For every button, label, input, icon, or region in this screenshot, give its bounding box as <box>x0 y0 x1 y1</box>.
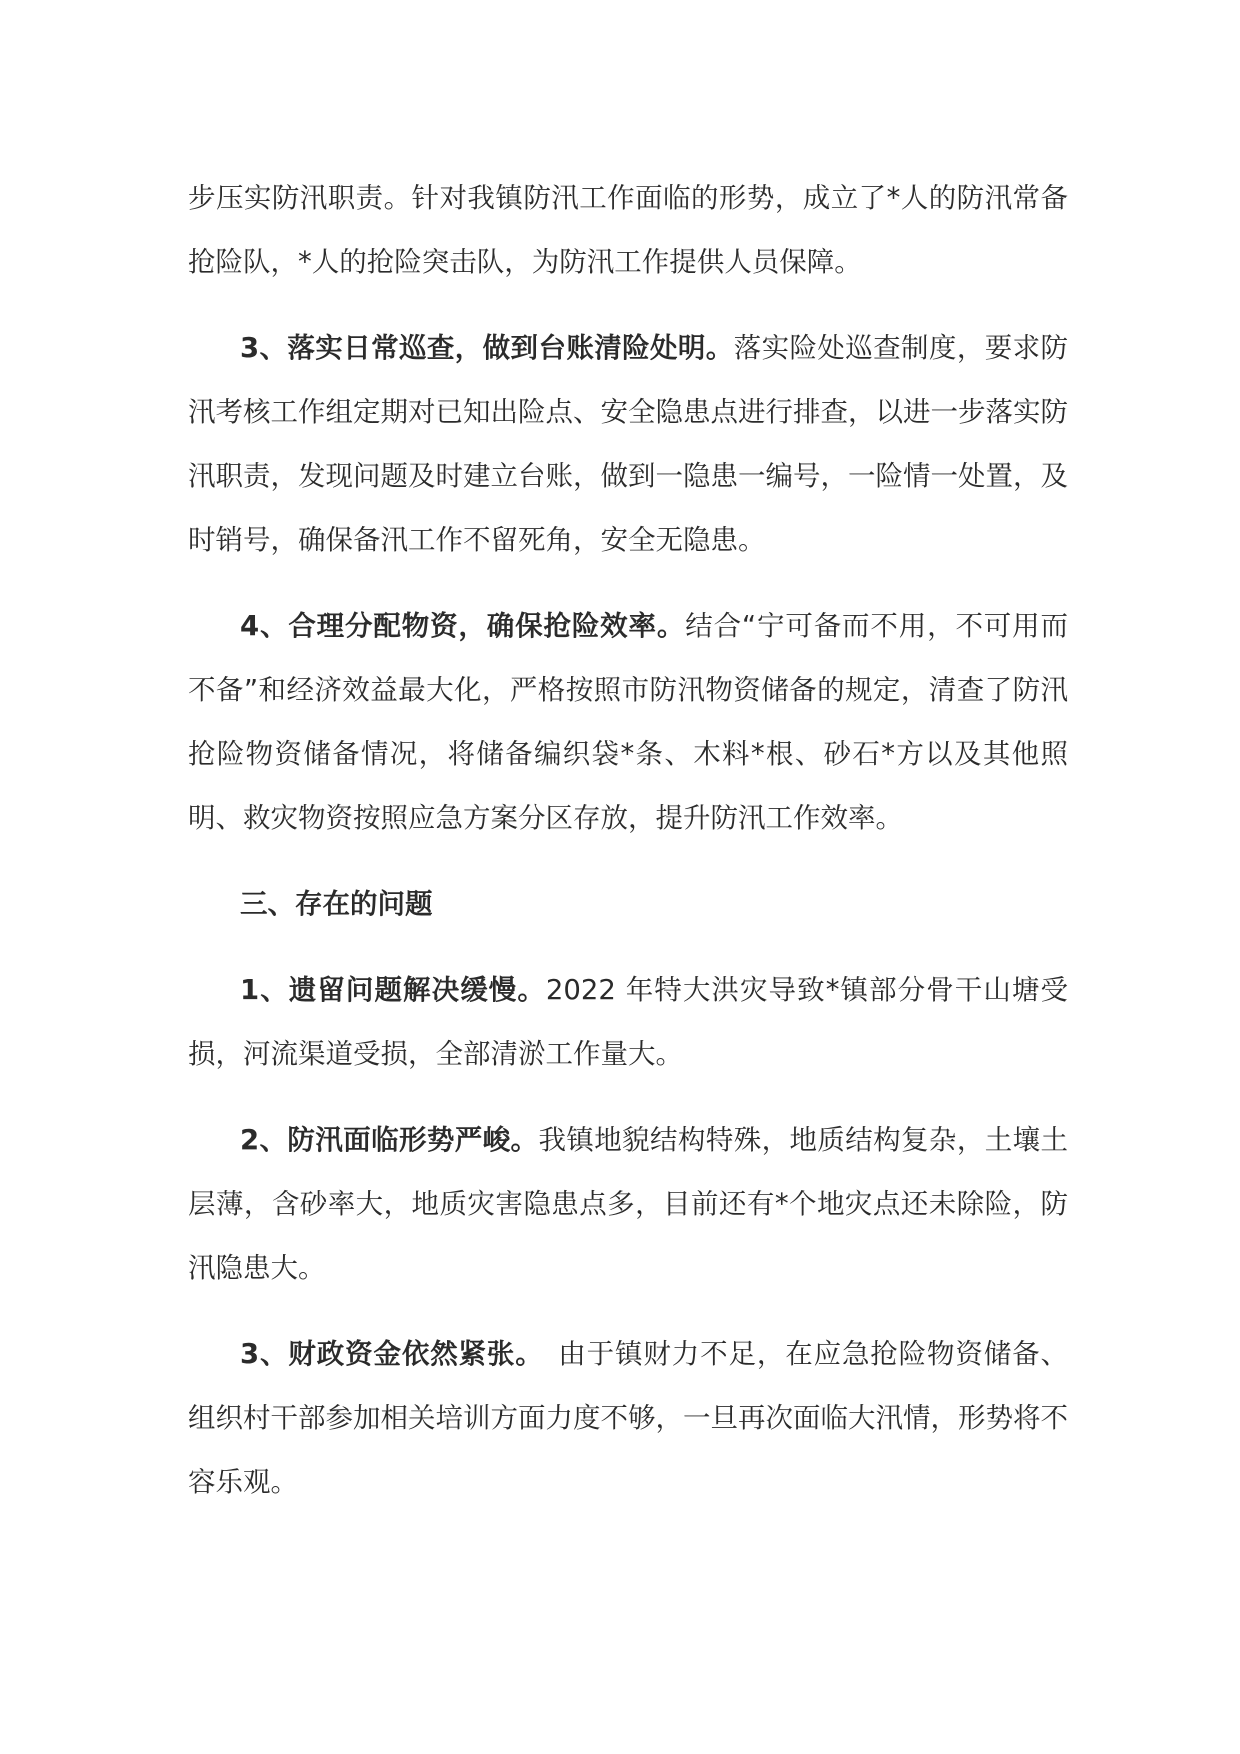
section-heading-text: 三、存在的问题 <box>240 888 433 920</box>
paragraph-lead: 3、财政资金依然紧张。 <box>240 1338 530 1370</box>
paragraph-lead: 3、落实日常巡查，做到台账清险处明。 <box>240 332 734 364</box>
problem-item-3 <box>188 1322 1068 1514</box>
paragraph-item-4 <box>188 594 1068 850</box>
paragraph-continuation <box>188 166 1068 294</box>
document-page <box>188 166 1068 1536</box>
paragraph-lead: 4、合理分配物资，确保抢险效率。 <box>240 610 686 642</box>
paragraph-item-3 <box>188 316 1068 572</box>
paragraph-lead: 2、防汛面临形势严峻。 <box>240 1124 539 1156</box>
paragraph-text: 步压实防汛职责。针对我镇防汛工作面临的形势，成立了*人的防汛常备抢险队，*人的抢险突击队，为防汛工作提供人员保障。 <box>188 182 1068 278</box>
paragraph-text: 由于镇财力不足，在应急抢险物资储备、组织村干部参加相关培训方面力度不够，一旦再次面临大汛情，形势将不容乐观。 <box>188 1338 1069 1498</box>
section-heading <box>188 872 1068 936</box>
paragraph-text: 落实险处巡查制度，要求防汛考核工作组定期对已知出险点、安全隐患点进行排查，以进一步落实防汛职责，发现问题及时建立台账，做到一隐患一编号，一险情一处置，及时销号，确保备汛工作不留死角，安全无隐患。 <box>188 332 1068 556</box>
paragraph-text: 结合“宁可备而不用，不可用而不备”和经济效益最大化，严格按照市防汛物资储备的规定，清查了防汛抢险物资储备情况，将储备编织袋*条、木料*根、砂石*方以及其他照明、救灾物资按照应急方案分区存放，提升防汛工作效率。 <box>188 610 1068 834</box>
problem-item-2 <box>188 1108 1068 1300</box>
paragraph-text: 2022 年特大洪灾导致*镇部分骨干山塘受损，河流渠道受损，全部清淤工作量大。 <box>188 974 1068 1070</box>
paragraph-text: 我镇地貌结构特殊，地质结构复杂，土壤土层薄，含砂率大，地质灾害隐患点多，目前还有*个地灾点还未除险，防汛隐患大。 <box>188 1124 1069 1284</box>
paragraph-lead: 1、遗留问题解决缓慢。 <box>240 974 546 1006</box>
problem-item-1 <box>188 958 1068 1086</box>
